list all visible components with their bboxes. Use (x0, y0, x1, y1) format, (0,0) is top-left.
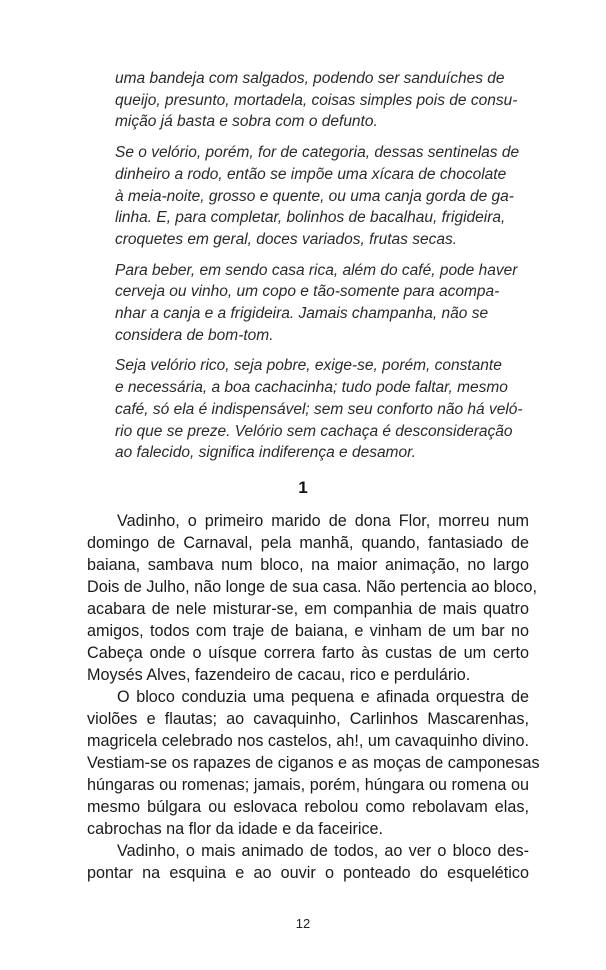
body-line: Vadinho, o primeiro marido de dona Flor, morreu num (117, 512, 529, 530)
epigraph-line: rio que se preze. Velório sem cachaça é desconsideração (115, 422, 513, 440)
epigraph-line: Para beber, em sendo casa rica, além do café, pode haver (115, 261, 518, 279)
body-line: cabrochas na flor da idade e da faceirice. (87, 820, 384, 838)
epigraph-line: dinheiro a rodo, então se impõe uma xícara de chocolate (115, 165, 507, 183)
epigraph-paragraph (115, 142, 520, 251)
body-line: baiana, sambava num bloco, na maior animação, no largo (87, 556, 529, 574)
epigraph-line: à meia-noite, grosso e quente, ou uma canja gorda de ga- (115, 187, 514, 205)
epigraph-paragraph (115, 355, 523, 464)
body-line: O bloco conduzia uma pequena e afinada orquestra de (117, 688, 529, 706)
page-number: 12 (295, 916, 311, 931)
epigraph-block (115, 68, 523, 473)
epigraph-line: e necessária, a boa cachacinha; tudo pode faltar, mesmo (115, 379, 508, 397)
epigraph-line: queijo, presunto, mortadela, coisas simples pois de consu- (115, 91, 518, 109)
body-line: Cabeça onde o uísque correra farto às custas de um certo (87, 644, 529, 662)
epigraph-line: linha. E, para completar, bolinhos de bacalhau, frigideira, (115, 209, 506, 227)
epigraph-paragraph (115, 68, 518, 133)
body-line: Dois de Julho, não longe de sua casa. Não pertencia ao bloco, (87, 578, 537, 596)
body-line: Vestiam-se os rapazes de ciganos e as moças de camponesas (87, 754, 540, 772)
epigraph-line: ao falecido, significa indiferença e desamor. (115, 444, 416, 462)
epigraph-line: mição já basta e sobra com o defunto. (115, 113, 378, 131)
body-line: húngaras ou romenas; jamais, porém, húngara ou romena ou (87, 776, 529, 794)
epigraph-paragraph (115, 260, 518, 347)
epigraph-line: considera de bom-tom. (115, 326, 274, 344)
body-line: amigos, todos com traje de baiana, e vinham de um bar no (87, 622, 529, 640)
body-line: mesmo búlgara ou eslovaca rebolou como rebolavam elas, (87, 798, 529, 816)
body-line: pontar na esquina e ao ouvir o ponteado do esquelético (87, 864, 529, 882)
body-line: acabara de nele misturar-se, em companhia de mais quatro (87, 600, 529, 618)
body-line: Vadinho, o mais animado de todos, ao ver o bloco des- (117, 842, 529, 860)
epigraph-line: uma bandeja com salgados, podendo ser sanduíches de (115, 70, 505, 87)
epigraph-line: croquetes em geral, doces variados, frutas secas. (115, 230, 458, 248)
chapter-body (87, 510, 540, 884)
epigraph-line: Seja velório rico, seja pobre, exige-se, porém, constante (115, 357, 502, 375)
chapter-number: 1 (298, 478, 308, 497)
epigraph-line: café, só ela é indispensável; sem seu conforto não há veló- (115, 400, 523, 418)
body-line: violões e flautas; ao cavaquinho, Carlinhos Mascarenhas, (87, 710, 529, 728)
body-line: magricela celebrado nos castelos, ah!, um cavaquinho divino. (87, 732, 529, 750)
body-line: Moysés Alves, fazendeiro de cacau, rico e perdulário. (87, 666, 471, 684)
epigraph-line: Se o velório, porém, for de categoria, dessas sentinelas de (115, 144, 520, 162)
epigraph-line: cerveja ou vinho, um copo e tão-somente para acompa- (115, 283, 500, 301)
epigraph-line: nhar a canja e a frigideira. Jamais champanha, não se (115, 305, 489, 323)
body-line: domingo de Carnaval, pela manhã, quando, fantasiado de (87, 534, 529, 552)
